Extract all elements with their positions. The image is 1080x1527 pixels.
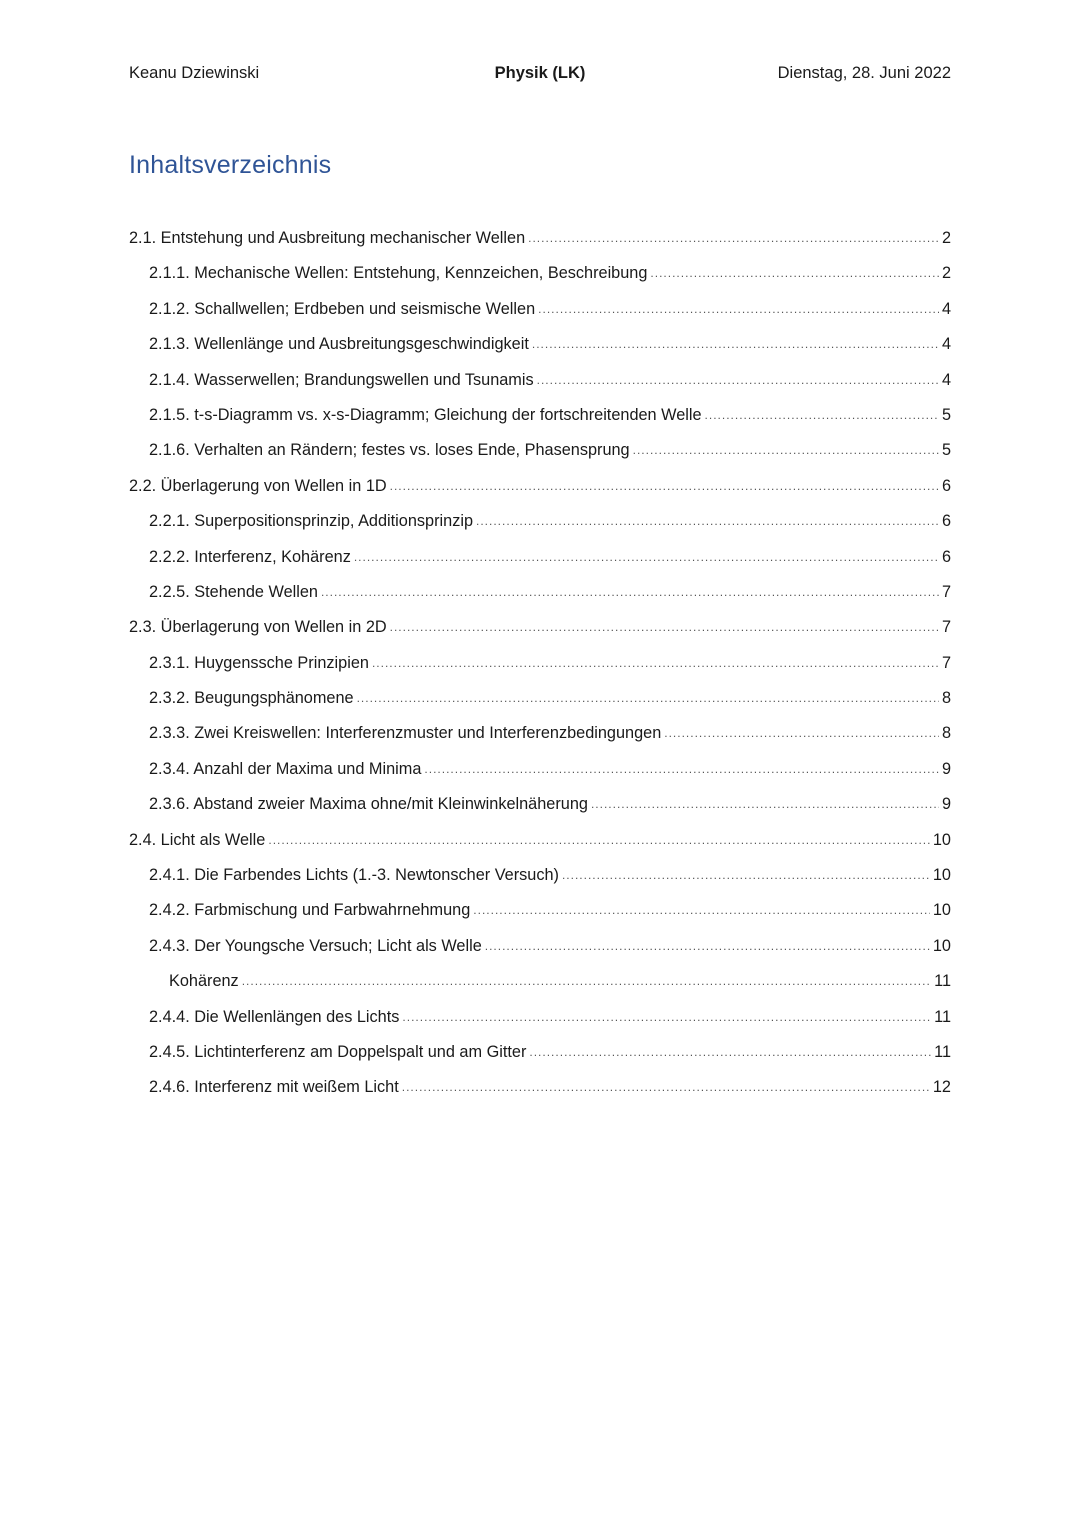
toc-entry[interactable]	[129, 654, 951, 689]
toc-entry-title: 2.1. Entstehung und Ausbreitung mechanischer Wellen	[129, 229, 526, 247]
toc-dot-leader	[390, 620, 939, 634]
toc-entry-page-number: 6	[941, 476, 951, 495]
table-of-contents	[129, 229, 951, 1114]
toc-entry-title: 2.3.1. Huygenssche Prinzipien	[149, 653, 369, 672]
toc-entry-title: 2.1.1. Mechanische Wellen: Entstehung, Kennzeichen, Beschreibung	[149, 264, 648, 283]
toc-entry[interactable]	[129, 1043, 951, 1078]
toc-dot-leader	[476, 514, 939, 528]
toc-entry-title: 2.1.6. Verhalten an Rändern; festes vs. loses Ende, Phasensprung	[149, 441, 630, 460]
toc-entry-title: 2.4.1. Die Farbendes Lichts (1.-3. Newtonscher Versuch)	[149, 866, 559, 885]
toc-dot-leader	[268, 833, 930, 847]
toc-entry[interactable]	[129, 1008, 951, 1043]
toc-entry[interactable]	[129, 300, 951, 335]
toc-entry-page-number: 7	[941, 618, 951, 637]
toc-dot-leader	[424, 762, 939, 776]
toc-entry[interactable]	[129, 972, 951, 1007]
toc-dot-leader	[402, 1080, 930, 1094]
toc-entry-title: 2.1.2. Schallwellen; Erdbeben und seismische Wellen	[149, 299, 536, 318]
toc-entry[interactable]	[129, 335, 951, 370]
toc-entry-page-number: 11	[934, 972, 951, 991]
toc-entry-title: 2.3. Überlagerung von Wellen in 2D	[129, 618, 387, 637]
toc-entry[interactable]	[129, 548, 951, 583]
toc-entry-title: 2.4.4. Die Wellenlängen des Lichts	[149, 1007, 400, 1026]
toc-entry-title: 2.4. Licht als Welle	[129, 830, 266, 849]
toc-entry[interactable]	[129, 229, 951, 264]
toc-dot-leader	[633, 443, 939, 457]
toc-entry-page-number: 10	[932, 936, 951, 955]
toc-entry-title: 2.2.5. Stehende Wellen	[149, 582, 318, 601]
toc-dot-leader	[528, 231, 939, 245]
toc-entry-page-number: 7	[941, 582, 951, 601]
toc-dot-leader	[372, 656, 939, 670]
toc-entry-title: 2.3.4. Anzahl der Maxima und Minima	[149, 759, 422, 778]
toc-entry-title: 2.4.5. Lichtinterferenz am Doppelspalt und am Gitter	[149, 1042, 527, 1061]
toc-entry-title: 2.4.3. Der Youngsche Versuch; Licht als Welle	[149, 936, 482, 955]
toc-dot-leader	[591, 797, 939, 811]
toc-entry-page-number: 9	[941, 759, 951, 778]
toc-entry[interactable]	[129, 477, 951, 512]
toc-entry-page-number: 10	[932, 866, 951, 885]
toc-entry[interactable]	[129, 866, 951, 901]
toc-entry[interactable]	[129, 760, 951, 795]
toc-entry[interactable]	[129, 441, 951, 476]
toc-entry-page-number: 7	[941, 653, 951, 672]
page-header	[129, 64, 951, 90]
toc-dot-leader	[354, 550, 939, 564]
toc-entry-title: 2.4.2. Farbmischung und Farbwahrnehmung	[149, 901, 471, 920]
toc-entry[interactable]	[129, 1078, 951, 1113]
toc-dot-leader	[390, 479, 939, 493]
toc-entry-page-number: 8	[941, 724, 951, 743]
toc-dot-leader	[485, 939, 930, 953]
toc-entry[interactable]	[129, 618, 951, 653]
toc-dot-leader	[664, 726, 939, 740]
toc-entry[interactable]	[129, 371, 951, 406]
toc-entry-title: 2.1.5. t-s-Diagramm vs. x-s-Diagramm; Gleichung der fortschreitenden Welle	[149, 405, 702, 424]
toc-entry-page-number: 12	[932, 1078, 951, 1097]
toc-entry[interactable]	[129, 724, 951, 759]
toc-dot-leader	[473, 903, 930, 917]
toc-entry[interactable]	[129, 264, 951, 299]
header-date: Dienstag, 28. Juni 2022	[777, 64, 951, 82]
toc-entry-title: 2.1.4. Wasserwellen; Brandungswellen und Tsunamis	[149, 370, 534, 389]
toc-dot-leader	[242, 974, 931, 988]
toc-entry-page-number: 2	[941, 229, 951, 247]
toc-entry-title: 2.2.1. Superpositionsprinzip, Additionsprinzip	[149, 512, 474, 531]
toc-dot-leader	[537, 373, 939, 387]
toc-entry[interactable]	[129, 901, 951, 936]
toc-entry-page-number: 10	[932, 901, 951, 920]
toc-entry[interactable]	[129, 831, 951, 866]
toc-entry-title: 2.3.3. Zwei Kreiswellen: Interferenzmuster und Interferenzbedingungen	[149, 724, 662, 743]
toc-entry-page-number: 11	[934, 1042, 951, 1061]
toc-entry-page-number: 5	[941, 405, 951, 424]
toc-entry-title: 2.3.2. Beugungsphänomene	[149, 689, 354, 708]
toc-entry-title: 2.3.6. Abstand zweier Maxima ohne/mit Kleinwinkelnäherung	[149, 795, 588, 814]
toc-dot-leader	[650, 266, 939, 280]
toc-entry[interactable]	[129, 406, 951, 441]
toc-dot-leader	[402, 1010, 931, 1024]
toc-entry-page-number: 11	[934, 1007, 951, 1026]
toc-entry[interactable]	[129, 512, 951, 547]
toc-entry-page-number: 8	[941, 689, 951, 708]
toc-entry[interactable]	[129, 795, 951, 830]
toc-dot-leader	[562, 868, 930, 882]
toc-entry-page-number: 10	[932, 830, 951, 849]
toc-entry-page-number: 4	[941, 299, 951, 318]
toc-entry-page-number: 2	[941, 264, 951, 283]
toc-entry-title: Kohärenz	[169, 972, 239, 991]
toc-dot-leader	[705, 408, 939, 422]
toc-entry-title: 2.2. Überlagerung von Wellen in 1D	[129, 476, 387, 495]
toc-entry-page-number: 4	[941, 370, 951, 389]
toc-entry[interactable]	[129, 689, 951, 724]
header-author: Keanu Dziewinski	[129, 64, 260, 82]
toc-entry-page-number: 6	[941, 547, 951, 566]
toc-entry-title: 2.2.2. Interferenz, Kohärenz	[149, 547, 351, 566]
toc-dot-leader	[538, 302, 939, 316]
toc-entry-page-number: 6	[941, 512, 951, 531]
toc-dot-leader	[532, 337, 939, 351]
toc-entry-page-number: 4	[941, 335, 951, 354]
toc-entry-title: 2.1.3. Wellenlänge und Ausbreitungsgeschwindigkeit	[149, 335, 529, 354]
toc-entry[interactable]	[129, 583, 951, 618]
toc-entry[interactable]	[129, 937, 951, 972]
toc-entry-page-number: 9	[941, 795, 951, 814]
toc-dot-leader	[529, 1045, 931, 1059]
toc-heading: Inhaltsverzeichnis	[129, 151, 332, 179]
toc-dot-leader	[321, 585, 939, 599]
header-subject: Physik (LK)	[494, 64, 586, 82]
toc-dot-leader	[357, 691, 939, 705]
toc-entry-title: 2.4.6. Interferenz mit weißem Licht	[149, 1078, 399, 1097]
toc-entry-page-number: 5	[941, 441, 951, 460]
